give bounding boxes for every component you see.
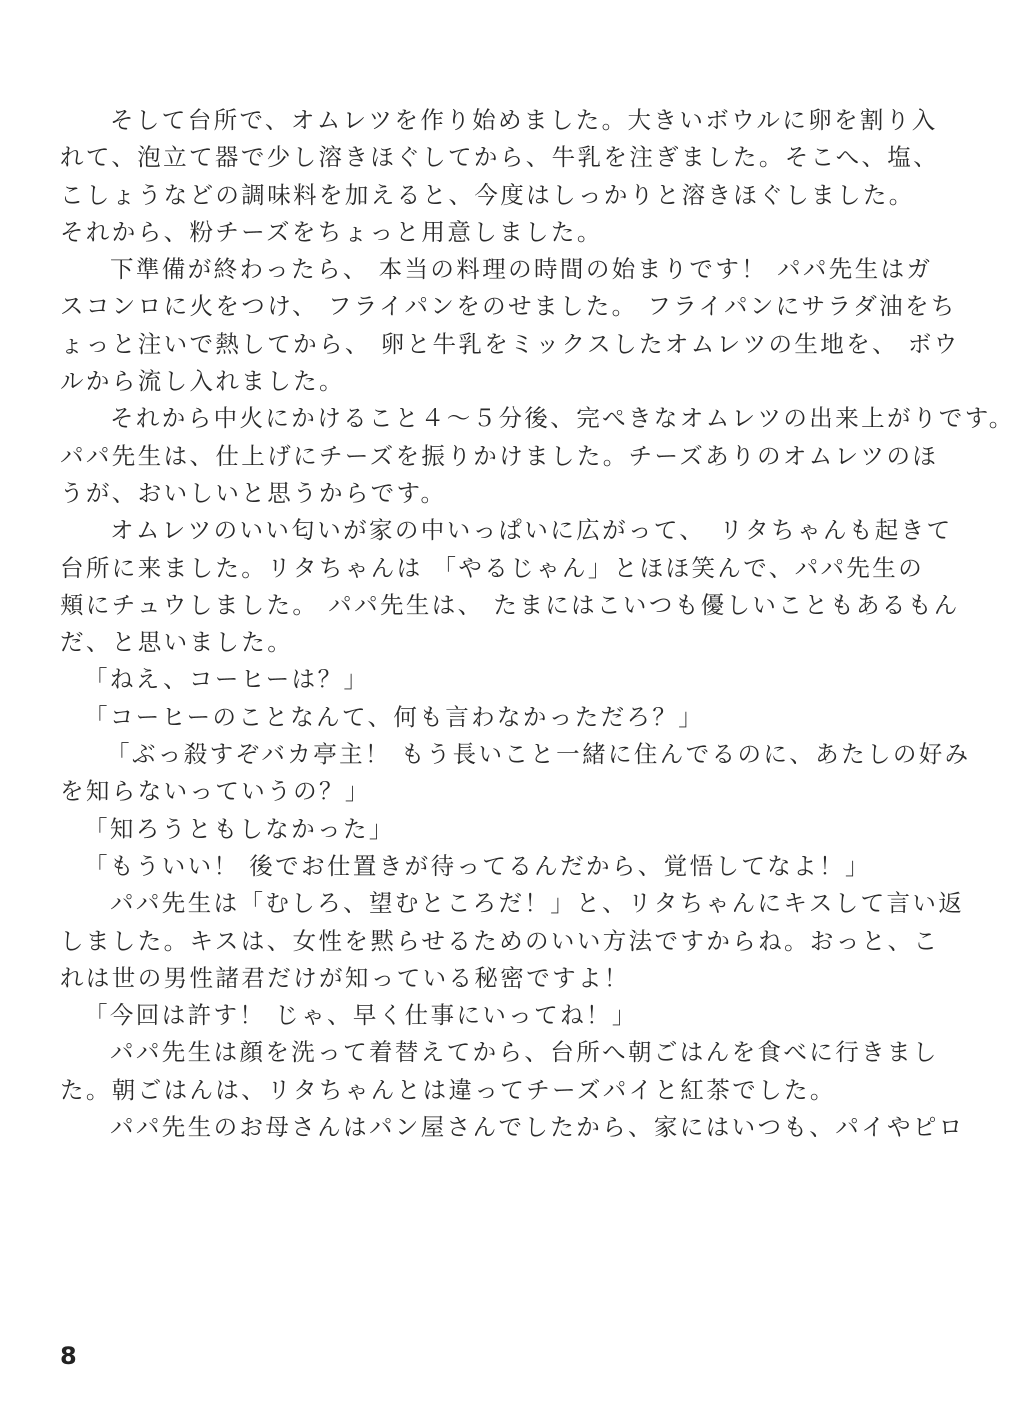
text-line: ょっと注いで熱してから、 卵と牛乳をミックスしたオムレツの生地を、 ボウ: [60, 329, 960, 358]
page-number: 8: [60, 1342, 77, 1370]
dialogue-line: 「コーヒーのことなんて、何も言わなかっただろ？」: [84, 702, 705, 731]
text-line: ルから流し入れました。: [60, 367, 345, 396]
body-text: [60, 102, 1015, 1146]
text-line: こしょうなどの調味料を加えると、今度はしっかりと溶きほぐしました。: [60, 180, 915, 209]
text-line: 下準備が終わったら、 本当の料理の時間の始まりです！ パパ先生はガ: [110, 255, 933, 284]
text-line: を知らないっていうの？」: [60, 777, 371, 806]
text-line: オムレツのいい匂いが家の中いっぱいに広がって、 リタちゃんも起きて: [110, 516, 953, 545]
text-line: 頬にチュウしました。 パパ先生は、 たまにはこいつも優しいこともあるもん: [60, 590, 960, 619]
text-line: スコンロに火をつけ、 フライパンをのせました。 フライパンにサラダ油をち: [60, 292, 957, 321]
text-line: パパ先生は「むしろ、望むところだ！」と、リタちゃんにキスして言い返: [110, 889, 965, 918]
text-line: だ、と思いました。: [60, 628, 294, 657]
text-line: パパ先生は顔を洗って着替えてから、台所へ朝ごはんを食べに行きまし: [110, 1038, 939, 1067]
dialogue-line: 「もういい！ 後でお仕置きが待ってるんだから、覚悟してなよ！」: [84, 851, 871, 880]
text-line: それから、粉チーズをちょっと用意しました。: [60, 217, 603, 246]
text-line: そして台所で、オムレツを作り始めました。大きいボウルに卵を割り入: [110, 106, 938, 134]
dialogue-line: 「ぶっ殺すぞバカ亭主！ もう長いこと一緒に住んでるのに、あたしの好み: [106, 740, 971, 769]
text-line: れて、泡立て器で少し溶きほぐしてから、牛乳を注ぎました。そこへ、塩、: [60, 143, 940, 172]
text-line: た。朝ごはんは、リタちゃんとは違ってチーズパイと紅茶でした。: [60, 1075, 836, 1104]
text-line: 台所に来ました。リタちゃんは 「やるじゃん」とほほ笑んで、パパ先生の: [60, 553, 925, 582]
dialogue-line: 「今回は許す！ じゃ、早く仕事にいってね！」: [84, 1001, 638, 1030]
dialogue-line: 「ねえ、コーヒーは？」: [84, 665, 370, 694]
text-line: しました。キスは、女性を黙らせるためのいい方法ですからね。おっと、こ: [60, 926, 940, 955]
dialogue-line: 「知ろうともしなかった」: [84, 814, 395, 843]
text-line: それから中火にかけること４～５分後、完ぺきなオムレツの出来上がりです。: [110, 404, 1015, 433]
text-line: れは世の男性諸君だけが知っている秘密ですよ！: [60, 963, 630, 992]
text-line: パパ先生のお母さんはパン屋さんでしたから、家にはいつも、パイやピロ: [110, 1113, 965, 1142]
text-line: うが、おいしいと思うからです。: [60, 478, 447, 507]
text-line: パパ先生は、仕上げにチーズを振りかけました。チーズありのオムレツのほ: [60, 441, 939, 470]
